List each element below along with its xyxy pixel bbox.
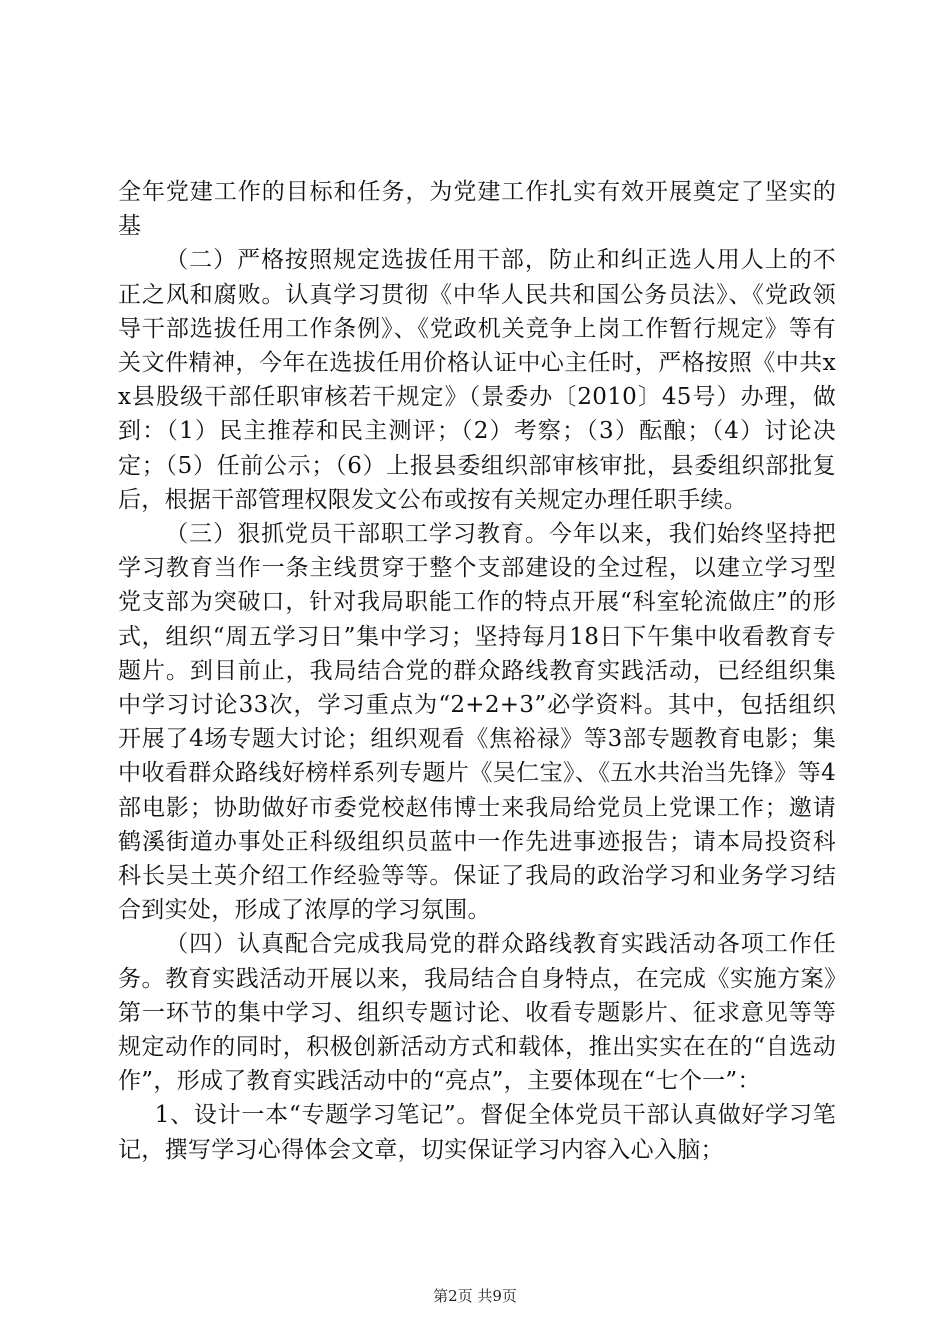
page-number-label: 第2页 共9页 — [433, 1287, 517, 1305]
paragraph-section-2: （二）严格按照规定选拔任用干部，防止和纠正选人用人上的不正之风和腐败。认真学习贯彻《中华人民共和国公务员法》、《党政领导干部选拔任用工作条例》、《党政机关竞争上岗工作暂行规定》等有关文件精神，今年在选拔任用价格认证中心主任时，严格按照《中共xx县股级干部任职审核若干规定》（景委办〔2010〕45号）办理，做到：（1）民主推荐和民主测评；（2）考察；（3）酝酿；（4）讨论决定；（5）任前公示；（6）上报县委组织部审核审批，县委组织部批复后，根据干部管理权限发文公布或按有关规定办理任职手续。 — [118, 247, 836, 513]
paragraph-section-4: （四）认真配合完成我局党的群众路线教育实践活动各项工作任务。教育实践活动开展以来，我局结合自身特点，在完成《实施方案》第一环节的集中学习、组织专题讨论、收看专题影片、征求意见等等规定动作的同时，积极创新活动方式和载体，推出实实在在的“自选动作”，形成了教育实践活动中的“亮点”，主要体现在“七个一”： — [118, 931, 836, 1095]
paragraph-continuation: 全年党建工作的目标和任务，为党建工作扎实有效开展奠定了坚实的基 — [118, 179, 836, 240]
paragraph-item-1: 1、设计一本“专题学习笔记”。督促全体党员干部认真做好学习笔记，撰写学习心得体会文章，切实保证学习内容入心入脑； — [118, 1102, 836, 1163]
document-body — [118, 175, 836, 1167]
page-footer — [0, 1285, 950, 1306]
paragraph-section-3: （三）狠抓党员干部职工学习教育。今年以来，我们始终坚持把学习教育当作一条主线贯穿于整个支部建设的全过程，以建立学习型党支部为突破口，针对我局职能工作的特点开展“科室轮流做庄”的形式，组织“周五学习日”集中学习；坚持每月18日下午集中收看教育专题片。到目前止，我局结合党的群众路线教育实践活动，已经组织集中学习讨论33次，学习重点为“2+2+3”必学资料。其中，包括组织开展了4场专题大讨论；组织观看《焦裕禄》等3部专题教育电影；集中收看群众路线好榜样系列专题片《吴仁宝》、《五水共治当先锋》等4部电影；协助做好市委党校赵伟博士来我局给党员上党课工作；邀请鹤溪街道办事处正科级组织员蓝中一作先进事迹报告；请本局投资科科长吴土英介绍工作经验等等。保证了我局的政治学习和业务学习结合到实处，形成了浓厚的学习氛围。 — [118, 521, 836, 924]
